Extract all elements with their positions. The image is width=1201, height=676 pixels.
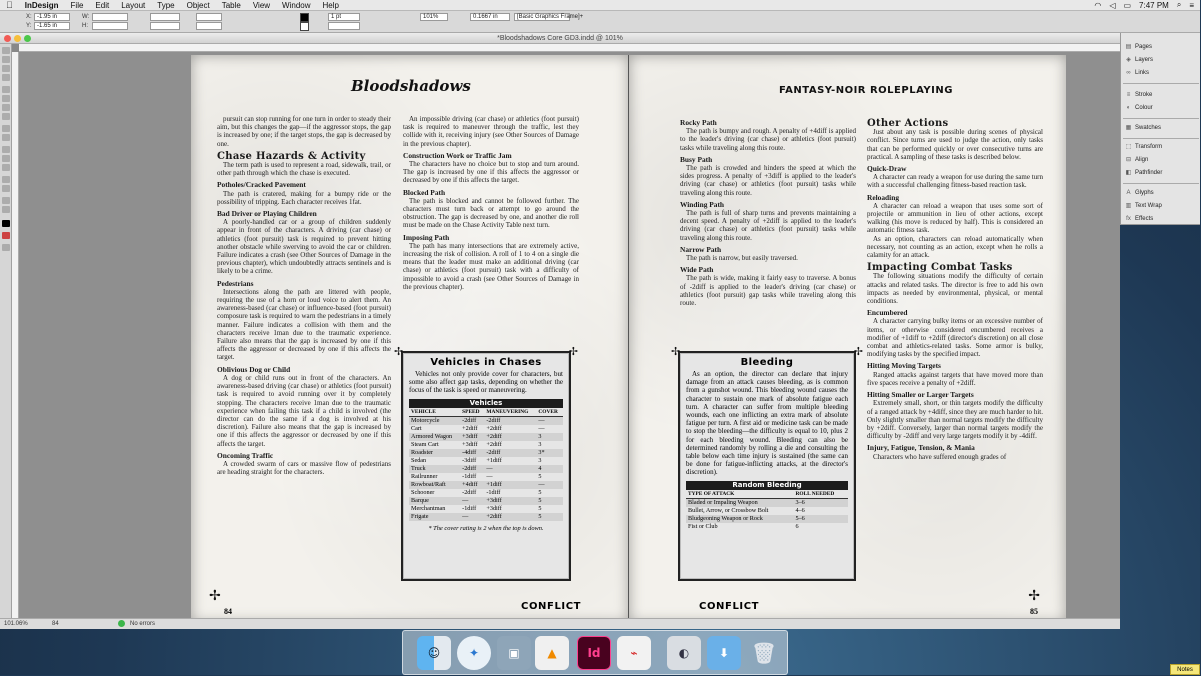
fill-stroke-icon[interactable] [2, 220, 10, 227]
table-row [686, 515, 848, 523]
table-cell: — [484, 465, 536, 473]
table-cell: — [536, 481, 563, 489]
panel-separator [1123, 183, 1199, 184]
menu-file[interactable]: File [63, 0, 77, 10]
effects-icon: fx [1126, 215, 1131, 222]
table-cell: 5 [538, 488, 542, 496]
table-cell: 4 [536, 465, 563, 473]
h-label: H: [82, 23, 88, 29]
direct-selection-tool-icon[interactable] [2, 56, 10, 63]
table-cell: — [460, 513, 484, 521]
status-page[interactable]: 84 [52, 621, 59, 627]
dock [402, 630, 788, 675]
sub-heading: Potholes/Cracked Pavement [217, 180, 306, 190]
dragon-ornament-icon: ✢ [394, 346, 404, 358]
panel-pages[interactable]: ▤ Pages [1125, 43, 1153, 50]
zoom-tool-icon[interactable] [2, 206, 10, 213]
menu-bar [0, 0, 1200, 11]
table-cell: 5–6 [793, 515, 848, 523]
eyedropper-tool-icon[interactable] [2, 185, 10, 192]
sub-heading: Wide Path [680, 265, 714, 275]
body-paragraph: The path is cratered, making for a bumpy ride or the possibility of tripping. Each character receives 1fat. [217, 189, 391, 206]
table-cell: Merchantman [411, 504, 446, 512]
table-cell: +1diff [486, 456, 502, 464]
table-cell: -2diff [460, 465, 484, 473]
screen-mode-icon[interactable] [2, 244, 10, 251]
panel-transform[interactable]: ⬚ Transform [1125, 143, 1163, 150]
bleeding-col-type: TYPE OF ATTACK [686, 490, 793, 499]
table-cell: +2diff [486, 440, 502, 448]
body-paragraph: Extremely small, short, or thin targets modify the difficulty of a ranged attack by +4diff, since they are much harder to hit. Only slightly smaller than normal targets modify the difficulty by +2diff. Conversely, larger than normal targets modify the difficulty by -2diff and very large targets modify it by -4diff. [867, 399, 1043, 441]
vehicles-in-chases-intro: Vehicles not only provide cover for characters, but some also affect gap tasks, depending on whether the focus of the task is speed or maneuvering. [409, 370, 563, 395]
body-paragraph: The path has many intersections that are extremely active, increasing the risk of collision. A roll of 1 to 4 on a single die means that the leader must make an additional driving (car chase) or athletics (foot pursuit) task with a difficulty of impossible to avoid a crash (see Other Sources of Damage in the previous chapter). [403, 241, 579, 291]
table-row [409, 441, 563, 449]
body-paragraph: Ranged attacks against targets that have moved more than five spaces receive a penalty of +2diff. [867, 370, 1043, 387]
app-menu[interactable]: InDesign [18, 0, 52, 10]
body-paragraph: The path is blocked and cannot be followed further. The characters must turn back or attempt to go around the obstruction. The gap is decreased by one, and another die roll must be made on the Chase Activity Table next turn. [403, 196, 579, 230]
section-heading: Impacting Combat Tasks [867, 262, 1013, 274]
table-cell: — [538, 424, 545, 432]
volume-icon[interactable]: ◁ [1109, 0, 1116, 10]
sub-heading: Oncoming Traffic [217, 450, 274, 460]
fill-swatch[interactable] [300, 13, 309, 22]
dragon-corner-icon: ✢ [209, 587, 221, 603]
page-tool-icon[interactable] [2, 65, 10, 72]
dragon-ornament-icon: ✢ [853, 346, 863, 358]
section-heading: Chase Hazards & Activity [217, 150, 366, 162]
sub-heading: Encumbered [867, 308, 908, 318]
table-cell: Bludgeoning Weapon or Rock [686, 515, 793, 523]
bloodshadows-logo: Bloodshadows [351, 77, 471, 95]
stroke-icon: ≡ [1126, 91, 1131, 98]
opacity-field[interactable]: 101% [420, 13, 448, 21]
table-cell: Armored Wagon [409, 433, 460, 441]
table-row [409, 449, 563, 457]
table-row [409, 416, 563, 425]
panel-align[interactable]: ⊟ Align [1125, 156, 1149, 163]
menu-table[interactable]: Table [214, 0, 235, 10]
sub-heading: Winding Path [680, 199, 725, 209]
table-cell: +1diff [484, 481, 536, 489]
sub-heading: Hitting Smaller or Larger Targets [867, 390, 974, 400]
table-cell: Motorcycle [409, 416, 460, 425]
body-paragraph: The following situations modify the difficulty of certain attacks and related tasks. The director is free to add his own impacts as needed by environmental, physical, or mental conditions. [867, 272, 1043, 306]
body-paragraph: A character can ready a weapon for use during the same turn with a successful challenging fitness-based reaction task. [867, 173, 1043, 190]
vertical-ruler[interactable] [12, 52, 19, 618]
sub-heading: Injury, Fatigue, Tension, & Mania [867, 443, 975, 453]
clock[interactable]: 7:47 PM [1139, 0, 1169, 10]
table-cell: -4diff [460, 449, 484, 457]
sub-heading: Imposing Path [403, 232, 450, 242]
scale-y-field[interactable] [150, 22, 180, 30]
body-paragraph: The path is bumpy and rough. A penalty of +4diff is applied to the leader's driving (car chase) or athletics (foot pursuit) tasks while traveling along this route. [680, 127, 856, 152]
vlc-icon[interactable]: ▲ [535, 636, 569, 670]
rectangle-tool-icon[interactable] [2, 134, 10, 141]
table-row [686, 498, 848, 507]
finder-icon[interactable]: ☺ [417, 636, 451, 670]
body-paragraph: Intersections along the path are littered with people, requiring the use of a horn or loud voice to alert them. An awareness-based (car chase) or influence-based (foot pursuit) composure task is required to warn the pedestrians in a timely manner. Failure indicates a collision with them and the characters receive 1man due to the traumatic experience. Failure also means that the gap is increased by one if this affects the aggressor or decreased by one if this affects the target. [217, 287, 391, 362]
table-row [409, 489, 563, 497]
dragon-ornament-icon: ✢ [671, 346, 681, 358]
sub-heading: Pedestrians [217, 278, 254, 288]
panel-dock [1120, 33, 1200, 225]
table-cell: +3diff [460, 433, 484, 441]
table-cell: -1diff [486, 488, 501, 496]
section-heading: Other Actions [867, 118, 949, 129]
sub-heading: Narrow Path [680, 244, 722, 254]
glyphs-icon: A [1126, 189, 1131, 196]
body-paragraph: A poorly-handled car or a group of children suddenly appear in front of the characters. A driving (car chase) or athletics (foot pursuit) task is required to prevent hitting another obstacle while swerving to avoid the car or children. Failure indicates a crash (see Other Sources of Damage in the previous chapter), which undoubtedly attracts sentinels and is likely to be a crime. [217, 218, 391, 276]
y-field[interactable]: -1.65 in [34, 22, 70, 30]
table-cell: Barque [409, 497, 460, 505]
rotation-field[interactable] [196, 13, 222, 21]
menu-edit[interactable]: Edit [88, 0, 103, 10]
menu-help[interactable]: Help [315, 0, 333, 10]
panel-text-wrap[interactable]: ▥ Text Wrap [1125, 202, 1162, 209]
bleeding-sidebar [671, 346, 863, 581]
table-cell: -2diff [484, 416, 536, 425]
body-paragraph: An impossible driving (car chase) or athletics (foot pursuit) task is required to maneuver through the traffic, lest they collide with it, receiving injury (see Other Sources of Damage in the previous chapter). [403, 115, 579, 148]
sub-heading: Reloading [867, 192, 900, 202]
table-cell: -2diff [462, 488, 477, 496]
table-cell: 3–6 [793, 498, 848, 507]
menu-window[interactable]: Window [275, 0, 304, 10]
table-cell: 4–6 [795, 506, 805, 514]
menu-layout[interactable]: Layout [114, 0, 139, 10]
text-wrap-icon: ▥ [1125, 202, 1132, 209]
right-col-1 [680, 115, 856, 307]
sub-heading: Rocky Path [680, 118, 717, 127]
apple-menu-icon[interactable] [0, 0, 19, 11]
table-row [409, 433, 563, 441]
vehicles-in-chases-title: Vehicles in Chases [430, 357, 542, 368]
x-label: X: [26, 14, 32, 20]
bleeding-body: As an option, the director can declare that injury damage from an attack causes bleeding, as is common from a gunshot wound. This bleeding wound causes the character to sustain one mark of absolute fatigue each turn. A character can suffer from multiple bleeding wounds, each one inflicting an extra mark of absolute fatigue per turn. A first aid or medicine task can be made to stop the bleeding—the difficulty is equal to 10, plus 2 for each bleeding wound. Bleeding can also be determined randomly by rolling a die and consulting the table below each time injury is sustained (the same can be done for fatigue-inflicting attacks, at the director's discretion). [686, 370, 848, 477]
document-title: *Bloodshadows Core GD3.indd @ 101% [497, 35, 623, 42]
table-cell: -2diff [460, 416, 484, 425]
body-paragraph: As an option, characters can reload automatically when necessary, not counting as an action, except when he rolls a calamity for an attack. [867, 234, 1043, 260]
swatches-icon: ▦ [1125, 124, 1132, 131]
stroke-type-field[interactable] [328, 22, 360, 30]
preflight-ok-icon [118, 620, 125, 627]
panel-effects[interactable]: fx Effects [1126, 215, 1154, 222]
w-label: W: [82, 14, 90, 20]
table-cell: Fist or Club [688, 522, 718, 530]
body-paragraph: The path is wide, making it fairly easy to traverse. A bonus of -2diff is applied to the leader's driving (car chase) or athletics (foot pursuit) gap tasks while traveling along this route. [680, 274, 856, 308]
panel-layers[interactable]: ◈ Layers [1126, 56, 1154, 63]
gap-tool-icon[interactable] [2, 74, 10, 81]
line-tool-icon[interactable] [2, 95, 10, 102]
preflight-status[interactable]: No errors [130, 621, 156, 627]
status-zoom[interactable]: 101.06% [4, 621, 28, 627]
note-tool-icon[interactable] [2, 176, 10, 183]
body-paragraph: The path is narrow, but easily traversed. [686, 254, 798, 263]
table-cell: Frigate [409, 513, 460, 521]
panel-separator [1123, 138, 1199, 139]
frame-fitting-field[interactable]: 0.1667 in [470, 13, 510, 21]
links-icon: ∞ [1126, 69, 1131, 76]
body-paragraph: The path is full of sharp turns and prevents maintaining a decent speed. A penalty of +2diff is applied to the leader's driving (car chase) or athletics (foot pursuit) tasks while traveling along this route. [680, 209, 856, 242]
indesign-icon[interactable]: Id [577, 636, 611, 670]
gradient-tool-icon[interactable] [2, 164, 10, 171]
table-row [686, 507, 848, 515]
sub-heading: Construction Work or Traffic Jam [403, 150, 512, 160]
table-cell: 5 [536, 513, 563, 521]
table-cell: 3 [538, 456, 542, 464]
panel-stroke[interactable]: ≡ Stroke [1126, 91, 1153, 98]
notes-sticky[interactable]: Notes [1170, 664, 1200, 675]
horizontal-ruler[interactable] [19, 44, 1120, 52]
panel-swatches[interactable]: ▦ Swatches [1125, 124, 1162, 131]
table-cell: Bladed or Impaling Weapon [686, 498, 793, 507]
search-icon[interactable]: ⌕ [1176, 0, 1182, 9]
control-panel [0, 11, 1200, 33]
table-cell: 3* [536, 449, 563, 457]
right-col-2 [867, 115, 1043, 461]
vehicles-col-maneuvering: MANEUVERING [484, 408, 536, 417]
footer-conflict-right: CONFLICT [699, 601, 760, 612]
object-style-select[interactable]: [Basic Graphics Frame]+ [514, 13, 570, 21]
table-cell: 3 [538, 440, 542, 448]
page-number-left: 84 [224, 607, 232, 616]
table-cell: Rowboat/Raft [409, 481, 460, 489]
colour-icon: ◐ [1126, 104, 1131, 111]
table-cell: +2diff [486, 424, 502, 432]
table-row [409, 505, 563, 513]
preview-icon[interactable]: ▣ [497, 636, 531, 670]
table-cell: Sedan [411, 456, 427, 464]
pixelmator-icon[interactable]: ◐ [667, 636, 701, 670]
table-cell: -3diff [462, 456, 477, 464]
table-row [409, 465, 563, 473]
table-cell: +2diff [484, 513, 536, 521]
table-row [409, 481, 563, 489]
body-paragraph: A crowded swarm of cars or massive flow of pedestrians are heading straight for the characters. [217, 459, 391, 477]
scissors-tool-icon[interactable] [2, 146, 10, 153]
table-cell: 6 [795, 522, 799, 530]
table-cell: 5 [538, 472, 542, 480]
panel-glyphs[interactable]: A Glyphs [1126, 189, 1154, 196]
sub-heading: Blocked Path [403, 187, 446, 197]
vehicles-col-vehicle: VEHICLE [409, 408, 460, 417]
sub-heading: Oblivious Dog or Child [217, 364, 291, 374]
body-paragraph: Just about any task is possible during scenes of physical conflict. Since turns are used to judge the action, only tasks that can be performed quickly or over consecutive turns are practical. A sampling of these tasks is described below. [867, 128, 1043, 161]
layers-icon: ◈ [1126, 56, 1131, 63]
body-paragraph: The characters have no choice but to stop and turn around. The gap is increased by one if this affects the aggressor or decreased by one if this affects the target. [403, 160, 579, 185]
table-cell: 3 [536, 433, 563, 441]
menu-object[interactable]: Object [179, 0, 203, 10]
acrobat-icon[interactable]: ⌁ [617, 636, 651, 670]
document-title-bar [0, 33, 1120, 44]
table-cell: +2diff [484, 433, 536, 441]
notification-center-icon[interactable]: ≡ [1189, 0, 1194, 10]
body-paragraph: pursuit can stop running for one turn in order to steady their aim, but this changes the gap—if the aggressor stops, the gap is increased by one; if the target stops, the gap is decreased by one. [217, 115, 391, 148]
stroke-weight-field[interactable]: 1 pt [328, 13, 360, 21]
free-transform-tool-icon[interactable] [2, 155, 10, 162]
rectangle-frame-tool-icon[interactable] [2, 125, 10, 132]
body-paragraph: A character can reload a weapon that uses some sort of projectile or ammunition in lieu of other actions, except walking (his move is reduced by half). This is considered an automatic fitness task. [867, 201, 1043, 235]
page-number-right: 85 [1030, 607, 1038, 616]
downloads-folder-icon[interactable]: ⬇ [707, 636, 741, 670]
random-bleeding-table-title: Random Bleeding [686, 481, 848, 490]
bleeding-col-roll: ROLL NEEDED [793, 490, 848, 499]
table-cell: — [460, 497, 484, 505]
body-paragraph: A character carrying bulky items or an excessive number of items, or otherwise considered encumbered receives a modifier of +1diff to +2diff (director's discretion) on all close combat and athletics-related tasks. Some armor is bulky, modifying tasks by the specified impact. [867, 317, 1043, 359]
close-window-icon[interactable] [4, 35, 11, 42]
table-cell: -1diff [462, 472, 477, 480]
table-cell: +3diff [486, 504, 502, 512]
panel-pathfinder[interactable]: ◧ Pathfinder [1125, 169, 1163, 176]
h-field[interactable] [92, 22, 128, 30]
sub-heading: Hitting Moving Targets [867, 361, 941, 371]
table-row [409, 425, 563, 433]
table-cell: -2diff [484, 449, 536, 457]
w-field[interactable] [92, 13, 128, 21]
vehicles-cover-note: * The cover rating is 2 when the top is down. [428, 524, 544, 532]
apply-color-icon[interactable] [2, 232, 10, 239]
vehicles-col-cover: COVER [536, 408, 563, 417]
panel-links[interactable]: ∞ Links [1126, 69, 1150, 76]
table-cell: -1diff [462, 504, 477, 512]
table-cell: Steam Cart [411, 440, 439, 448]
table-cell: Bullet, Arrow, or Crossbow Bolt [688, 506, 769, 514]
menu-view[interactable]: View [246, 0, 264, 10]
table-cell: — [536, 416, 563, 425]
left-col-1 [217, 115, 391, 476]
panel-separator [1123, 118, 1199, 119]
pen-tool-icon[interactable] [2, 104, 10, 111]
pages-icon: ▤ [1125, 43, 1132, 50]
table-cell: +3diff [484, 497, 536, 505]
body-paragraph: Characters who have suffered enough grades of [873, 452, 1007, 461]
body-paragraph: The path is crowded and hinders the speed at which the sides progress. A penalty of +3diff is applied to the leader's driving (car chase) or athletics (foot pursuit) tasks while traveling along this route. [680, 164, 856, 197]
fantasy-noir-tagline: FANTASY-NOIR ROLEPLAYING [779, 85, 953, 96]
bleeding-title: Bleeding [740, 357, 794, 368]
sub-heading: Bad Driver or Playing Children [217, 209, 317, 219]
table-cell: Cart [411, 424, 422, 432]
random-bleeding-table [686, 490, 848, 531]
tools-panel [0, 44, 12, 618]
table-row [409, 513, 563, 521]
table-cell: +4diff [460, 481, 484, 489]
align-icon: ⊟ [1125, 156, 1132, 163]
table-cell: Railrunner [411, 472, 438, 480]
vehicles-col-speed: SPEED [460, 408, 484, 417]
table-cell: +2diff [462, 424, 478, 432]
table-cell: Truck [409, 465, 460, 473]
hand-tool-icon[interactable] [2, 197, 10, 204]
safari-icon[interactable]: ✦ [457, 636, 491, 670]
vehicles-in-chases-sidebar [394, 346, 578, 581]
body-paragraph: A dog or child runs out in front of the characters. An awareness-based driving (car chase) or athletics (foot pursuit) task is required to avoid running over it by completely stopping. The characters receive 1man due to the traumatic experience when failing this task if a child is involved (the director can do the same if a dog is involved at his discretion). Failure also means that the gap is increased by one if this affects the aggressor or decreased by one if this affects the target. [217, 373, 391, 448]
transform-icon: ⬚ [1125, 143, 1132, 150]
sub-heading: Busy Path [680, 154, 713, 164]
panel-colour[interactable]: ◐ Colour [1126, 104, 1153, 111]
table-cell: — [486, 472, 493, 480]
table-cell: Roadster [409, 449, 460, 457]
vehicles-table-title: Vehicles [409, 399, 563, 408]
dragon-ornament-icon: ✢ [568, 346, 578, 358]
battery-icon[interactable]: ▭ [1123, 0, 1132, 10]
y-label: Y: [26, 23, 32, 29]
table-cell: Schooner [411, 488, 435, 496]
table-row [409, 497, 563, 505]
selection-tool-icon[interactable] [2, 47, 10, 54]
wifi-icon[interactable]: ◠ [1094, 0, 1102, 10]
trash-icon[interactable]: 🗑 [751, 641, 777, 665]
table-cell: +3diff [462, 440, 478, 448]
dragon-corner-icon: ✢ [1028, 587, 1040, 603]
body-paragraph: The term path is used to represent a road, sidewalk, trail, or other path through which the chase is executed. [217, 161, 391, 178]
page-85[interactable] [629, 55, 1066, 623]
type-tool-icon[interactable] [2, 86, 10, 93]
status-bar [0, 618, 1120, 629]
x-field[interactable]: -1.95 in [34, 13, 70, 21]
pencil-tool-icon[interactable] [2, 113, 10, 120]
table-row [409, 473, 563, 481]
sub-heading: Quick-Draw [867, 164, 907, 174]
zoom-window-icon[interactable] [24, 35, 31, 42]
table-cell: 5 [536, 497, 563, 505]
document-window [0, 33, 1120, 629]
scale-x-field[interactable] [150, 13, 180, 21]
menu-type[interactable]: Type [150, 0, 168, 10]
table-cell: 5 [538, 504, 542, 512]
table-row [686, 523, 848, 531]
stroke-swatch[interactable] [300, 22, 309, 31]
vehicles-table [409, 408, 563, 521]
panel-separator [1123, 83, 1199, 84]
footer-conflict-left: CONFLICT [521, 601, 582, 612]
pathfinder-icon: ◧ [1125, 169, 1132, 176]
page-84[interactable] [191, 55, 629, 623]
pasteboard[interactable] [19, 52, 1120, 618]
shear-field[interactable] [196, 22, 222, 30]
minimize-window-icon[interactable] [14, 35, 21, 42]
left-col-2 [403, 115, 579, 291]
table-row [409, 457, 563, 465]
